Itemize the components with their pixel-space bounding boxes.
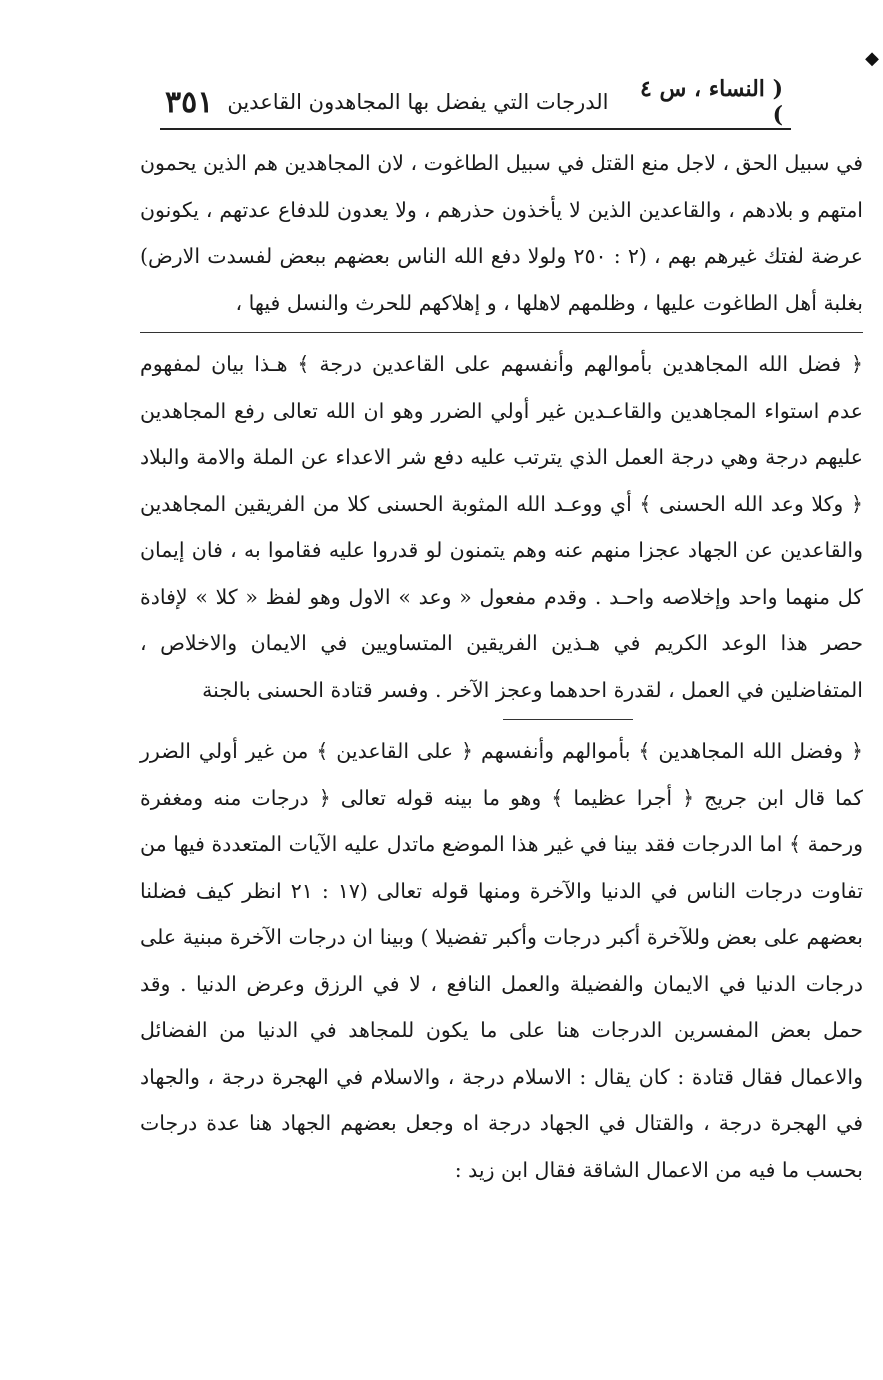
page-number: ٣٥١: [165, 84, 214, 120]
corner-mark-icon: ◆: [865, 48, 879, 69]
page-body: [140, 140, 863, 1193]
paragraph-2: ﴿ فضل الله المجاهدين بأموالهم وأنفسهم على القاعدين درجة ﴾ هـذا بيان لمفهوم عدم استواء المجاهدين والقاعـدين غير أولي الضرر وهو ان الله تعالى رفع المجاهدين عليهم درجة وهي درجة العمل الذي يترتب عليه دفع شر الاعداء عن الملة والامة والبلاد ﴿ وكلا وعد الله الحسنى ﴾ أي ووعـد الله المثوبة الحسنى كلا من الفريقين المجاهدين والقاعدين عن الجهاد عجزا منهم عنه وهم يتمنون لو قدروا عليه فقاموا به ، فان إيمان كل منهما واحد وإخلاصه واحـد . وقدم مفعول « وعد » الاول وهو لفظ « كلا » لإفادة حصر هذا الوعد الكريم في هـذين الفريقين المتساويين في الايمان والاخلاص ، المتفاضلين في العمل ، لقدرة احدهما وعجز الآخر . وفسر قتادة الحسنى بالجنة: [140, 352, 863, 702]
running-title: الدرجات التي يفضل بها المجاهدون القاعدين: [227, 90, 609, 114]
section-divider: [140, 332, 863, 333]
page-header: [165, 76, 783, 128]
header-rule: [160, 128, 791, 130]
paragraph-1: في سبيل الحق ، لاجل منع القتل في سبيل الطاغوت ، لان المجاهدين هم الذين يحمون امتهم و بلادهم ، والقاعدين الذين لا يأخذون حذرهم ، ولا يعدون للدفاع عدتهم ، يكونون عرضة لفتك غيرهم بهم ، (٢ : ٢٥٠ ولولا دفع الله الناس بعضهم ببعض لفسدت الارض) بغلبة أهل الطاغوت عليها ، وظلمهم لاهلها ، و إهلاكهم للحرث والنسل فيها ،: [140, 151, 863, 315]
paragraph-3: ﴿ وفضل الله المجاهدين ﴾ بأموالهم وأنفسهم ﴿ على القاعدين ﴾ من غير أولي الضرر كما قال ابن جريج ﴿ أجرا عظيما ﴾ وهو ما بينه قوله تعالى ﴿ درجات منه ومغفرة ورحمة ﴾ اما الدرجات فقد بينا في غير هذا الموضع ماتدل عليه الآيات المتعددة فيها من تفاوت درجات الناس في الدنيا والآخرة ومنها قوله تعالى (١٧ : ٢١ انظر كيف فضلنا بعضهم على بعض وللآخرة أكبر درجات وأكبر تفضيلا ) وبينا ان درجات الآخرة مبنية على درجات الدنيا في الايمان والفضيلة والعمل النافع ، لا في الرزق وعرض الدنيا . وقد حمل بعض المفسرين الدرجات هنا على ما يكون للمجاهد في الدنيا من الفضائل والاعمال فقال قتادة : كان يقال : الاسلام درجة ، والاسلام في الهجرة درجة ، والجهاد في الهجرة درجة ، والقتال في الجهاد درجة اه وجعل بعضهم الجهاد هنا عدة درجات بحسب ما فيه من الاعمال الشاقة فقال ابن زيد :: [140, 739, 863, 1182]
surah-reference: ( النساء ، س ٤ ): [640, 76, 783, 128]
section-divider-short: [503, 719, 633, 720]
